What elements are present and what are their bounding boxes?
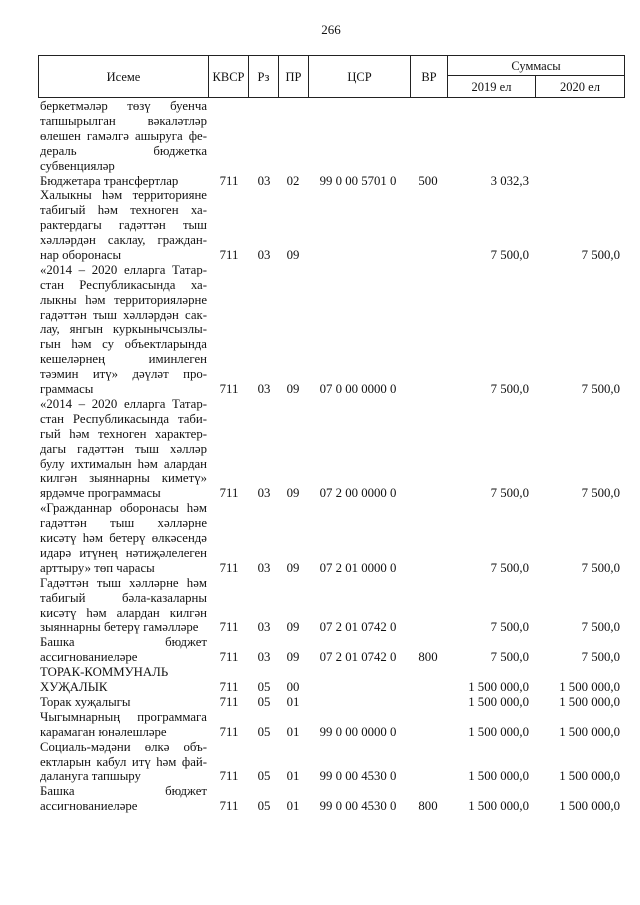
name-line: дераль бюджетка — [40, 143, 207, 158]
pr-cell: 01 — [286, 799, 300, 814]
kvsr-cell: 711 — [219, 173, 239, 188]
csr-cell: 99 0 00 4530 0 — [319, 769, 397, 784]
y2019-cell: 7 500,0 — [490, 486, 529, 501]
y2019-cell: 7 500,0 — [490, 248, 529, 262]
y2019-cell: 1 500 000,0 — [468, 799, 529, 814]
header-pr: ПР — [278, 55, 309, 98]
name-line: гадәттән тыш хәлләрдән сак- — [40, 307, 207, 322]
kvsr-cell: 711 — [219, 382, 239, 397]
row-name — [40, 501, 207, 575]
table-header — [38, 55, 625, 98]
name-line: Гадәттән тыш хәлләрне һәм — [40, 575, 207, 590]
name-line: ярдәмче программасы — [40, 486, 161, 501]
name-line: ектларын кабул итү һәм фай- — [40, 754, 207, 769]
rz-cell: 05 — [257, 680, 271, 695]
kvsr-cell: 711 — [219, 694, 239, 709]
table-row — [0, 740, 640, 785]
pr-cell: 09 — [286, 248, 300, 262]
y2020-cell: 1 500 000,0 — [559, 694, 620, 709]
pr-cell: 00 — [286, 680, 300, 695]
rz-cell: 05 — [257, 724, 271, 739]
table-row — [0, 263, 640, 397]
row-name — [40, 188, 207, 262]
name-line: Башка бюджет — [40, 635, 207, 650]
table-body — [0, 99, 640, 814]
rz-cell: 03 — [257, 382, 271, 397]
kvsr-cell: 711 — [219, 650, 239, 665]
row-name — [40, 695, 207, 710]
table-row — [0, 174, 640, 189]
name-line: Бюджетара трансфертлар — [40, 173, 179, 188]
pr-cell: 01 — [286, 694, 300, 709]
header-year-2019: 2019 ел — [447, 75, 536, 98]
name-line: стан Республикасында таби- — [40, 411, 207, 426]
kvsr-cell: 711 — [219, 248, 239, 262]
name-line: лыкны һәм территорияләрне — [40, 292, 207, 307]
name-line: «2014 – 2020 елларга Татар- — [40, 396, 207, 411]
name-line: ассигнованиеләре — [40, 650, 138, 665]
y2020-cell: 1 500 000,0 — [559, 799, 620, 814]
rz-cell: 05 — [257, 799, 271, 814]
csr-cell: 07 0 00 0000 0 — [319, 382, 397, 397]
y2019-cell: 7 500,0 — [490, 560, 529, 575]
vr-cell: 800 — [418, 650, 438, 665]
y2020-cell: 7 500,0 — [581, 620, 620, 635]
row-name — [40, 784, 207, 814]
pr-cell: 09 — [286, 382, 300, 397]
row-name — [40, 263, 207, 397]
name-line: Социаль-мәдәни өлкә объ- — [40, 739, 207, 754]
row-name — [40, 99, 207, 173]
table-row — [0, 188, 640, 263]
row-name — [40, 576, 207, 636]
vr-cell: 500 — [418, 173, 438, 188]
kvsr-cell: 711 — [219, 769, 239, 784]
name-line: ТОРАК-КОММУНАЛЬ — [40, 665, 169, 680]
csr-cell: 07 2 01 0000 0 — [319, 560, 397, 575]
name-line: кисәтү һәм алардан килгән — [40, 605, 207, 620]
rz-cell: 03 — [257, 650, 271, 665]
rz-cell: 05 — [257, 694, 271, 709]
name-line: стан Республикасында ха- — [40, 277, 207, 292]
name-line: кешеләрнең иминлеген — [40, 352, 207, 367]
name-line: дагы гадәттән тыш хәлләр — [40, 441, 207, 456]
name-line: арттыру» төп чарасы — [40, 560, 155, 575]
name-line: Халыкны һәм территорияне — [40, 188, 207, 203]
vr-cell: 800 — [418, 799, 438, 814]
y2019-cell: 1 500 000,0 — [468, 680, 529, 695]
y2020-cell: 1 500 000,0 — [559, 680, 620, 695]
name-line: табигый бәла-казаларны — [40, 590, 207, 605]
header-csr: ЦСР — [308, 55, 411, 98]
csr-cell: 99 0 00 4530 0 — [319, 799, 397, 814]
header-name: Исеме — [38, 55, 209, 98]
table-row — [0, 99, 640, 174]
y2019-cell: 1 500 000,0 — [468, 724, 529, 739]
y2019-cell: 7 500,0 — [490, 382, 529, 397]
name-line: беркетмәләр төзү буенча — [40, 99, 207, 113]
name-line: «2014 – 2020 елларга Татар- — [40, 262, 207, 277]
pr-cell: 09 — [286, 620, 300, 635]
table-row — [0, 784, 640, 814]
y2020-cell: 1 500 000,0 — [559, 724, 620, 739]
name-line: субвенцияләр — [40, 158, 115, 173]
name-line: хәлләрдән саклау, граждан- — [40, 233, 207, 248]
table-row — [0, 501, 640, 576]
header-sums: Суммасы — [447, 55, 625, 76]
y2019-cell: 7 500,0 — [490, 650, 529, 665]
pr-cell: 09 — [286, 560, 300, 575]
pr-cell: 01 — [286, 769, 300, 784]
name-line: зыяннарны бетерү гамәлләре — [40, 620, 199, 635]
y2019-cell: 3 032,3 — [490, 173, 529, 188]
name-line: Башка бюджет — [40, 784, 207, 799]
row-name — [40, 740, 207, 785]
csr-cell: 07 2 01 0742 0 — [319, 620, 397, 635]
csr-cell: 99 0 00 0000 0 — [319, 724, 397, 739]
name-line: табигый һәм техноген ха- — [40, 203, 207, 218]
name-line: гадәттән тыш хәлләрне — [40, 516, 207, 531]
name-line: кисәтү һәм бетерү өлкәсендә — [40, 531, 207, 546]
name-line: гый һәм техноген характер- — [40, 426, 207, 441]
header-kvsr: КВСР — [208, 55, 249, 98]
table-row — [0, 576, 640, 636]
header-year-2020: 2020 ел — [535, 75, 625, 98]
row-name — [40, 174, 207, 189]
rz-cell: 03 — [257, 560, 271, 575]
y2019-cell: 7 500,0 — [490, 620, 529, 635]
row-name — [40, 665, 207, 695]
csr-cell: 07 2 00 0000 0 — [319, 486, 397, 501]
name-line: гын һәм су объектларында — [40, 337, 207, 352]
name-line: булу ихтималын һәм алардан — [40, 456, 207, 471]
rz-cell: 03 — [257, 486, 271, 501]
table-row — [0, 695, 640, 710]
name-line: ХУҖАЛЫК — [40, 680, 108, 695]
table-row — [0, 665, 640, 695]
rz-cell: 05 — [257, 769, 271, 784]
kvsr-cell: 711 — [219, 680, 239, 695]
name-line: лау, янгын куркынычсызлы- — [40, 322, 207, 337]
name-line: рактердагы гадәттән тыш — [40, 218, 207, 233]
csr-cell: 07 2 01 0742 0 — [319, 650, 397, 665]
rz-cell: 03 — [257, 248, 271, 262]
name-line: Торак хуҗалыгы — [40, 694, 131, 709]
row-name — [40, 710, 207, 740]
y2020-cell: 1 500 000,0 — [559, 769, 620, 784]
rz-cell: 03 — [257, 173, 271, 188]
name-line: тәэмин итү» дәүләт про- — [40, 367, 207, 382]
name-line: карамаган юнәлешләре — [40, 724, 167, 739]
header-vr: ВР — [410, 55, 448, 98]
pr-cell: 01 — [286, 724, 300, 739]
name-line: килгән зыяннарны киметү» — [40, 471, 207, 486]
y2020-cell: 7 500,0 — [581, 560, 620, 575]
csr-cell: 99 0 00 5701 0 — [319, 173, 397, 188]
name-line: өлешен гамәлгә ашыруга фе- — [40, 128, 207, 143]
name-line: «Гражданнар оборонасы һәм — [40, 501, 207, 516]
row-name — [40, 397, 207, 501]
name-line: идарә итүнең нәтиҗәлелеген — [40, 545, 207, 560]
name-line: нар оборонасы — [40, 247, 122, 262]
pr-cell: 02 — [286, 173, 300, 188]
pr-cell: 09 — [286, 486, 300, 501]
y2020-cell: 7 500,0 — [581, 650, 620, 665]
name-line: тапшырылган вәкаләтләр — [40, 113, 207, 128]
kvsr-cell: 711 — [219, 799, 239, 814]
pr-cell: 09 — [286, 650, 300, 665]
name-line: далануга тапшыру — [40, 769, 141, 784]
y2019-cell: 1 500 000,0 — [468, 769, 529, 784]
name-line: ассигнованиеләре — [40, 799, 138, 814]
rz-cell: 03 — [257, 620, 271, 635]
name-line: Чыгымнарның программага — [40, 709, 207, 724]
table-row — [0, 397, 640, 501]
page-number: 266 — [321, 22, 341, 37]
row-name — [40, 635, 207, 665]
y2020-cell: 7 500,0 — [581, 382, 620, 397]
y2020-cell: 7 500,0 — [581, 486, 620, 501]
kvsr-cell: 711 — [219, 620, 239, 635]
kvsr-cell: 711 — [219, 724, 239, 739]
table-row — [0, 635, 640, 665]
y2020-cell: 7 500,0 — [581, 248, 620, 262]
kvsr-cell: 711 — [219, 560, 239, 575]
table-row — [0, 710, 640, 740]
kvsr-cell: 711 — [219, 486, 239, 501]
header-rz: Рз — [248, 55, 279, 98]
y2019-cell: 1 500 000,0 — [468, 694, 529, 709]
name-line: граммасы — [40, 382, 94, 397]
